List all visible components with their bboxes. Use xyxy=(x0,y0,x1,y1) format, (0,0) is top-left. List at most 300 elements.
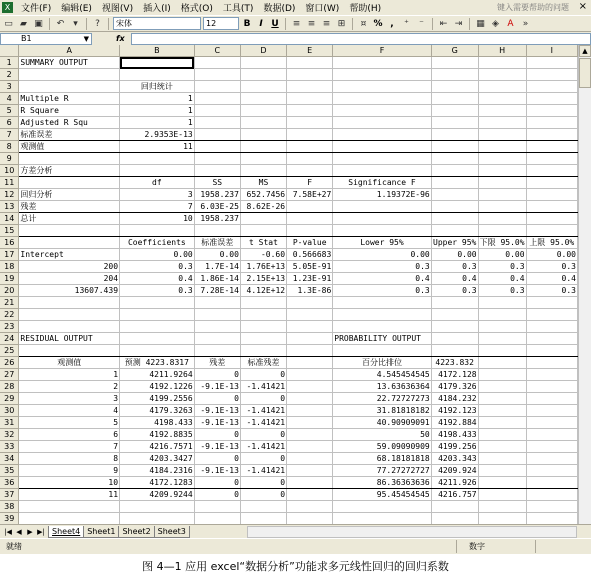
cell-a8[interactable]: 观测值 xyxy=(19,141,120,153)
cell-e21[interactable] xyxy=(287,297,333,309)
cell-i10[interactable] xyxy=(526,165,577,177)
cell-e8[interactable] xyxy=(287,141,333,153)
cell-e38[interactable] xyxy=(287,501,333,513)
cell-i21[interactable] xyxy=(526,297,577,309)
cell-b5[interactable]: 1 xyxy=(120,105,195,117)
spreadsheet-grid[interactable] xyxy=(0,45,578,524)
cell-d21[interactable] xyxy=(240,297,286,309)
cell-g18[interactable]: 0.3 xyxy=(431,261,478,273)
cell-g4[interactable] xyxy=(431,93,478,105)
cell-a1[interactable]: SUMMARY OUTPUT xyxy=(19,57,120,69)
cell-f6[interactable] xyxy=(333,117,431,129)
cell-d29[interactable]: 0 xyxy=(240,393,286,405)
cell-h1[interactable] xyxy=(478,57,526,69)
cell-g26[interactable]: 4223.832 xyxy=(431,357,478,369)
cell-d9[interactable] xyxy=(240,153,286,165)
cell-g16[interactable]: Upper 95% xyxy=(433,238,477,248)
cell-f20[interactable]: 0.3 xyxy=(333,285,431,297)
cell-h6[interactable] xyxy=(478,117,526,129)
cell-b3[interactable]: 回归统计 xyxy=(120,81,195,93)
borders-icon[interactable]: ▦ xyxy=(476,18,485,29)
cell-g29[interactable]: 4184.232 xyxy=(431,393,478,405)
cell-h29[interactable] xyxy=(478,393,526,405)
next-sheet-icon[interactable]: ▶ xyxy=(27,527,33,536)
cell-a19[interactable]: 204 xyxy=(19,273,120,285)
cell-f10[interactable] xyxy=(333,165,431,177)
cell-c22[interactable] xyxy=(194,309,240,321)
cell-f1[interactable] xyxy=(333,57,431,69)
help-icon[interactable]: ? xyxy=(95,18,100,29)
cell-h26[interactable] xyxy=(478,357,526,369)
cell-e2[interactable] xyxy=(287,69,333,81)
cell-g8[interactable] xyxy=(431,141,478,153)
cell-d18[interactable]: 1.76E+13 xyxy=(240,261,286,273)
cell-i22[interactable] xyxy=(526,309,577,321)
row-header[interactable]: 16 xyxy=(0,237,19,249)
cell-d39[interactable] xyxy=(240,513,286,524)
row-header[interactable]: 34 xyxy=(0,453,19,465)
cell-h24[interactable] xyxy=(478,333,526,345)
cell-c9[interactable] xyxy=(194,153,240,165)
last-sheet-icon[interactable]: ▶| xyxy=(37,527,45,536)
cell-b11[interactable]: df xyxy=(120,177,195,189)
cell-b17[interactable]: 0.00 xyxy=(120,249,195,261)
decrease-indent-icon[interactable]: ⇤ xyxy=(439,18,448,29)
cell-a7[interactable]: 标准误差 xyxy=(19,129,120,141)
fill-color-icon[interactable]: ◈ xyxy=(492,18,499,29)
column-header-a[interactable]: A xyxy=(19,45,120,57)
underline-button[interactable]: U xyxy=(271,18,279,29)
cell-c31[interactable]: -9.1E-13 xyxy=(194,417,240,429)
cell-g31[interactable]: 4192.884 xyxy=(431,417,478,429)
cell-b4[interactable]: 1 xyxy=(120,93,195,105)
cell-e13[interactable] xyxy=(287,201,333,213)
cell-g22[interactable] xyxy=(431,309,478,321)
row-header[interactable]: 31 xyxy=(0,417,19,429)
cell-f11[interactable]: Significance F xyxy=(333,177,431,189)
row-header[interactable]: 23 xyxy=(0,321,19,333)
cell-b28[interactable]: 4192.1226 xyxy=(120,381,195,393)
cell-i7[interactable] xyxy=(526,129,577,141)
cell-b10[interactable] xyxy=(120,165,195,177)
cell-e25[interactable] xyxy=(287,345,333,357)
cell-i32[interactable] xyxy=(526,429,577,441)
cell-f24[interactable]: PROBABILITY OUTPUT xyxy=(333,333,431,345)
cell-f15[interactable] xyxy=(333,225,431,237)
cell-i1[interactable] xyxy=(526,57,577,69)
cell-e9[interactable] xyxy=(287,153,333,165)
cell-c6[interactable] xyxy=(194,117,240,129)
cell-a2[interactable] xyxy=(19,69,120,81)
cell-b1[interactable] xyxy=(120,57,195,69)
cell-c32[interactable]: 0 xyxy=(194,429,240,441)
cell-g10[interactable] xyxy=(431,165,478,177)
cell-c13[interactable]: 6.03E-25 xyxy=(194,201,240,213)
cell-a38[interactable] xyxy=(19,501,120,513)
cell-d25[interactable] xyxy=(240,345,286,357)
cell-a30[interactable]: 4 xyxy=(19,405,120,417)
cell-h32[interactable] xyxy=(478,429,526,441)
cell-b8[interactable]: 11 xyxy=(120,141,195,153)
cell-d23[interactable] xyxy=(240,321,286,333)
cell-g32[interactable]: 4198.433 xyxy=(431,429,478,441)
cell-g9[interactable] xyxy=(431,153,478,165)
cell-b33[interactable]: 4216.7571 xyxy=(120,441,195,453)
sheet-tab-sheet3[interactable]: Sheet3 xyxy=(154,526,190,538)
cell-f12[interactable]: 1.19372E-96 xyxy=(333,189,431,201)
cell-d5[interactable] xyxy=(240,105,286,117)
column-header-h[interactable]: H xyxy=(478,45,526,57)
cell-i28[interactable] xyxy=(526,381,577,393)
cell-d34[interactable]: 0 xyxy=(240,453,286,465)
cell-i36[interactable] xyxy=(526,477,577,489)
cell-e33[interactable] xyxy=(287,441,333,453)
cell-a39[interactable] xyxy=(19,513,120,524)
prev-sheet-icon[interactable]: ◀ xyxy=(16,527,22,536)
cell-g13[interactable] xyxy=(431,201,478,213)
cell-h30[interactable] xyxy=(478,405,526,417)
cell-e28[interactable] xyxy=(287,381,333,393)
cell-e18[interactable]: 5.05E-91 xyxy=(287,261,333,273)
horizontal-scrollbar[interactable] xyxy=(247,526,577,538)
help-search-input[interactable]: 键入需要帮助的问题 xyxy=(497,3,569,12)
row-header[interactable]: 6 xyxy=(0,117,19,129)
increase-indent-icon[interactable]: ⇥ xyxy=(454,18,463,29)
toolbar-options-icon[interactable]: » xyxy=(522,18,529,29)
cell-h34[interactable] xyxy=(478,453,526,465)
merge-center-icon[interactable]: ⊞ xyxy=(337,18,346,29)
cell-g3[interactable] xyxy=(431,81,478,93)
cell-e14[interactable] xyxy=(287,213,333,225)
cell-a18[interactable]: 200 xyxy=(19,261,120,273)
cell-c19[interactable]: 1.86E-14 xyxy=(194,273,240,285)
cell-e32[interactable] xyxy=(287,429,333,441)
cell-d2[interactable] xyxy=(240,69,286,81)
cell-b24[interactable] xyxy=(120,333,195,345)
cell-c21[interactable] xyxy=(194,297,240,309)
cell-i15[interactable] xyxy=(526,225,577,237)
cell-e26[interactable] xyxy=(287,357,333,369)
cell-d13[interactable]: 8.62E-26 xyxy=(240,201,286,213)
cell-g19[interactable]: 0.4 xyxy=(431,273,478,285)
row-header[interactable]: 25 xyxy=(0,345,19,357)
cell-a37[interactable]: 11 xyxy=(19,489,120,501)
menu-window[interactable]: 窗口(W) xyxy=(305,4,340,14)
cell-i18[interactable]: 0.3 xyxy=(526,261,577,273)
menu-tools[interactable]: 工具(T) xyxy=(222,4,254,14)
cell-e24[interactable] xyxy=(287,333,333,345)
cell-d28[interactable]: -1.41421 xyxy=(240,381,286,393)
cell-a5[interactable]: R Square xyxy=(19,105,120,117)
cell-e39[interactable] xyxy=(287,513,333,524)
cell-a25[interactable] xyxy=(19,345,120,357)
cell-g24[interactable] xyxy=(431,333,478,345)
cell-c30[interactable]: -9.1E-13 xyxy=(194,405,240,417)
cell-i26[interactable] xyxy=(526,357,577,369)
row-header[interactable]: 7 xyxy=(0,129,19,141)
cell-a3[interactable] xyxy=(19,81,120,93)
name-box[interactable] xyxy=(0,33,92,45)
cell-d20[interactable]: 4.12E+12 xyxy=(240,285,286,297)
row-header[interactable]: 12 xyxy=(0,189,19,201)
cell-c4[interactable] xyxy=(194,93,240,105)
menu-edit[interactable]: 编辑(E) xyxy=(61,4,92,14)
cell-h19[interactable]: 0.4 xyxy=(478,273,526,285)
cell-d26[interactable]: 标准残差 xyxy=(240,357,286,369)
cell-c14[interactable]: 1958.237 xyxy=(194,213,240,225)
cell-e1[interactable] xyxy=(287,57,333,69)
save-icon[interactable]: ▣ xyxy=(34,18,43,29)
column-header-b[interactable]: B xyxy=(120,45,195,57)
cell-i11[interactable] xyxy=(526,177,577,189)
cell-f3[interactable] xyxy=(333,81,431,93)
row-header[interactable]: 32 xyxy=(0,429,19,441)
row-header[interactable]: 27 xyxy=(0,369,19,381)
cell-a10[interactable]: 方差分析 xyxy=(19,165,120,177)
cell-a33[interactable]: 7 xyxy=(19,441,120,453)
cell-b2[interactable] xyxy=(120,69,195,81)
cell-e20[interactable]: 1.3E-86 xyxy=(287,285,333,297)
menu-format[interactable]: 格式(O) xyxy=(180,4,213,14)
cell-c8[interactable] xyxy=(194,141,240,153)
cell-a23[interactable] xyxy=(19,321,120,333)
cell-f30[interactable]: 31.81818182 xyxy=(333,405,431,417)
cell-b13[interactable]: 7 xyxy=(120,201,195,213)
cell-f38[interactable] xyxy=(333,501,431,513)
cell-d6[interactable] xyxy=(240,117,286,129)
sheet-tab-sheet2[interactable]: Sheet2 xyxy=(118,526,154,538)
cell-d4[interactable] xyxy=(240,93,286,105)
cell-f16[interactable]: Lower 95% xyxy=(333,237,431,249)
cell-i24[interactable] xyxy=(526,333,577,345)
italic-button[interactable]: I xyxy=(259,18,263,29)
cell-c35[interactable]: -9.1E-13 xyxy=(194,465,240,477)
cell-e19[interactable]: 1.23E-91 xyxy=(287,273,333,285)
cell-e34[interactable] xyxy=(287,453,333,465)
cell-f17[interactable]: 0.00 xyxy=(333,249,431,261)
cell-i37[interactable] xyxy=(526,489,577,501)
bold-button[interactable]: B xyxy=(243,18,251,29)
cell-g25[interactable] xyxy=(431,345,478,357)
align-left-icon[interactable]: ≡ xyxy=(292,18,301,29)
sheet-tab-sheet1[interactable]: Sheet1 xyxy=(83,526,119,538)
cell-a9[interactable] xyxy=(19,153,120,165)
cell-g36[interactable]: 4211.926 xyxy=(431,477,478,489)
align-center-icon[interactable]: ≡ xyxy=(307,18,316,29)
row-header[interactable]: 20 xyxy=(0,285,19,297)
cell-b37[interactable]: 4209.9244 xyxy=(120,489,195,501)
cell-i29[interactable] xyxy=(526,393,577,405)
cell-g33[interactable]: 4199.256 xyxy=(431,441,478,453)
cell-f26[interactable]: 百分比排位 xyxy=(333,357,431,369)
column-header-c[interactable]: C xyxy=(194,45,240,57)
new-file-icon[interactable]: ▭ xyxy=(4,18,13,29)
cell-a6[interactable]: Adjusted R Squ xyxy=(19,117,120,129)
cell-b20[interactable]: 0.3 xyxy=(120,285,195,297)
cell-e37[interactable] xyxy=(287,489,333,501)
row-header[interactable]: 37 xyxy=(0,489,19,501)
cell-h2[interactable] xyxy=(478,69,526,81)
row-header[interactable]: 9 xyxy=(0,153,19,165)
cell-d33[interactable]: -1.41421 xyxy=(240,441,286,453)
row-header[interactable]: 17 xyxy=(0,249,19,261)
cell-a4[interactable]: Multiple R xyxy=(19,93,120,105)
row-header[interactable]: 1 xyxy=(0,57,19,69)
cell-h23[interactable] xyxy=(478,321,526,333)
cell-b16[interactable]: Coefficients xyxy=(120,237,195,249)
menu-file[interactable]: 文件(F) xyxy=(21,4,52,14)
align-right-icon[interactable]: ≡ xyxy=(322,18,331,29)
cell-i31[interactable] xyxy=(526,417,577,429)
cell-a34[interactable]: 8 xyxy=(19,453,120,465)
cell-g14[interactable] xyxy=(431,213,478,225)
cell-e36[interactable] xyxy=(287,477,333,489)
cell-f8[interactable] xyxy=(333,141,431,153)
cell-f21[interactable] xyxy=(333,297,431,309)
close-icon[interactable]: × xyxy=(578,1,587,12)
cell-d32[interactable]: 0 xyxy=(240,429,286,441)
cell-g27[interactable]: 4172.128 xyxy=(431,369,478,381)
cell-f32[interactable]: 50 xyxy=(333,429,431,441)
cell-h27[interactable] xyxy=(478,369,526,381)
row-header[interactable]: 22 xyxy=(0,309,19,321)
row-header[interactable]: 21 xyxy=(0,297,19,309)
currency-icon[interactable]: ¤ xyxy=(360,18,367,29)
cell-d31[interactable]: -1.41421 xyxy=(240,417,286,429)
cell-c26[interactable]: 残差 xyxy=(194,357,240,369)
cell-i9[interactable] xyxy=(526,153,577,165)
cell-b34[interactable]: 4203.3427 xyxy=(120,453,195,465)
cell-b36[interactable]: 4172.1283 xyxy=(120,477,195,489)
row-header[interactable]: 39 xyxy=(0,513,19,524)
row-header[interactable]: 19 xyxy=(0,273,19,285)
cell-a31[interactable]: 5 xyxy=(19,417,120,429)
row-header[interactable]: 3 xyxy=(0,81,19,93)
function-icon[interactable]: fx xyxy=(116,34,125,43)
cell-b23[interactable] xyxy=(120,321,195,333)
cell-f37[interactable]: 95.45454545 xyxy=(333,489,431,501)
menu-data[interactable]: 数据(D) xyxy=(263,4,296,14)
chevron-down-icon[interactable]: ▼ xyxy=(83,34,89,43)
row-header[interactable]: 15 xyxy=(0,225,19,237)
select-all-corner[interactable] xyxy=(0,45,19,57)
font-size-select[interactable]: 12 xyxy=(203,17,239,30)
cell-g20[interactable]: 0.3 xyxy=(431,285,478,297)
cell-e31[interactable] xyxy=(287,417,333,429)
row-header[interactable]: 8 xyxy=(0,141,19,153)
cell-f28[interactable]: 13.63636364 xyxy=(333,381,431,393)
comma-button[interactable]: , xyxy=(390,18,394,29)
cell-f33[interactable]: 59.09090909 xyxy=(333,441,431,453)
cell-c17[interactable]: 0.00 xyxy=(194,249,240,261)
cell-i30[interactable] xyxy=(526,405,577,417)
cell-f9[interactable] xyxy=(333,153,431,165)
cell-a11[interactable] xyxy=(19,177,120,189)
cell-h4[interactable] xyxy=(478,93,526,105)
cell-b32[interactable]: 4192.8835 xyxy=(120,429,195,441)
font-select[interactable]: 宋体 xyxy=(113,17,201,30)
cell-d38[interactable] xyxy=(240,501,286,513)
cell-g28[interactable]: 4179.326 xyxy=(431,381,478,393)
cell-a22[interactable] xyxy=(19,309,120,321)
cell-f34[interactable]: 68.18181818 xyxy=(333,453,431,465)
row-header[interactable]: 30 xyxy=(0,405,19,417)
cell-f2[interactable] xyxy=(333,69,431,81)
cell-c28[interactable]: -9.1E-13 xyxy=(194,381,240,393)
cell-g17[interactable]: 0.00 xyxy=(431,249,478,261)
cell-e4[interactable] xyxy=(287,93,333,105)
cell-i17[interactable]: 0.00 xyxy=(526,249,577,261)
cell-h12[interactable] xyxy=(478,189,526,201)
cell-a13[interactable]: 残差 xyxy=(19,201,120,213)
cell-d22[interactable] xyxy=(240,309,286,321)
cell-b7[interactable]: 2.9353E-13 xyxy=(120,129,195,141)
cell-b26[interactable]: 预测 4223.8317 xyxy=(120,357,195,369)
cell-h13[interactable] xyxy=(478,201,526,213)
cell-i39[interactable] xyxy=(526,513,577,524)
percent-button[interactable]: % xyxy=(373,18,383,29)
cell-f23[interactable] xyxy=(333,321,431,333)
cell-g39[interactable] xyxy=(431,513,478,524)
cell-c39[interactable] xyxy=(194,513,240,524)
cell-a36[interactable]: 10 xyxy=(19,477,120,489)
decrease-decimal-icon[interactable]: ⁻ xyxy=(419,18,424,29)
cell-e7[interactable] xyxy=(287,129,333,141)
cell-a14[interactable]: 总计 xyxy=(19,213,120,225)
cell-b6[interactable]: 1 xyxy=(120,117,195,129)
cell-f4[interactable] xyxy=(333,93,431,105)
cell-b25[interactable] xyxy=(120,345,195,357)
cell-d27[interactable]: 0 xyxy=(240,369,286,381)
cell-c34[interactable]: 0 xyxy=(194,453,240,465)
cell-d14[interactable] xyxy=(240,213,286,225)
cell-g15[interactable] xyxy=(431,225,478,237)
cell-a20[interactable]: 13607.439 xyxy=(19,285,120,297)
cell-c25[interactable] xyxy=(194,345,240,357)
cell-a32[interactable]: 6 xyxy=(19,429,120,441)
cell-e11[interactable]: F xyxy=(287,177,333,189)
cell-e17[interactable]: 0.566683 xyxy=(287,249,333,261)
cell-h17[interactable]: 0.00 xyxy=(478,249,526,261)
cell-h38[interactable] xyxy=(478,501,526,513)
cell-d19[interactable]: 2.15E+13 xyxy=(240,273,286,285)
cell-c1[interactable] xyxy=(194,57,240,69)
cell-g23[interactable] xyxy=(431,321,478,333)
cell-i25[interactable] xyxy=(526,345,577,357)
row-header[interactable]: 38 xyxy=(0,501,19,513)
cell-e27[interactable] xyxy=(287,369,333,381)
cell-g11[interactable] xyxy=(431,177,478,189)
scroll-up-icon[interactable]: ▲ xyxy=(579,45,591,57)
cell-c3[interactable] xyxy=(194,81,240,93)
cell-f35[interactable]: 77.27272727 xyxy=(333,465,431,477)
cell-h28[interactable] xyxy=(478,381,526,393)
row-header[interactable]: 10 xyxy=(0,165,19,177)
cell-h36[interactable] xyxy=(478,477,526,489)
cell-c7[interactable] xyxy=(194,129,240,141)
cell-d1[interactable] xyxy=(240,57,286,69)
cell-i27[interactable] xyxy=(526,369,577,381)
cell-c27[interactable]: 0 xyxy=(194,369,240,381)
row-header[interactable]: 4 xyxy=(0,93,19,105)
cell-e30[interactable] xyxy=(287,405,333,417)
cell-c38[interactable] xyxy=(194,501,240,513)
cell-i12[interactable] xyxy=(526,189,577,201)
cell-h22[interactable] xyxy=(478,309,526,321)
scroll-thumb[interactable] xyxy=(579,58,591,88)
row-header[interactable]: 33 xyxy=(0,441,19,453)
cell-i8[interactable] xyxy=(526,141,577,153)
